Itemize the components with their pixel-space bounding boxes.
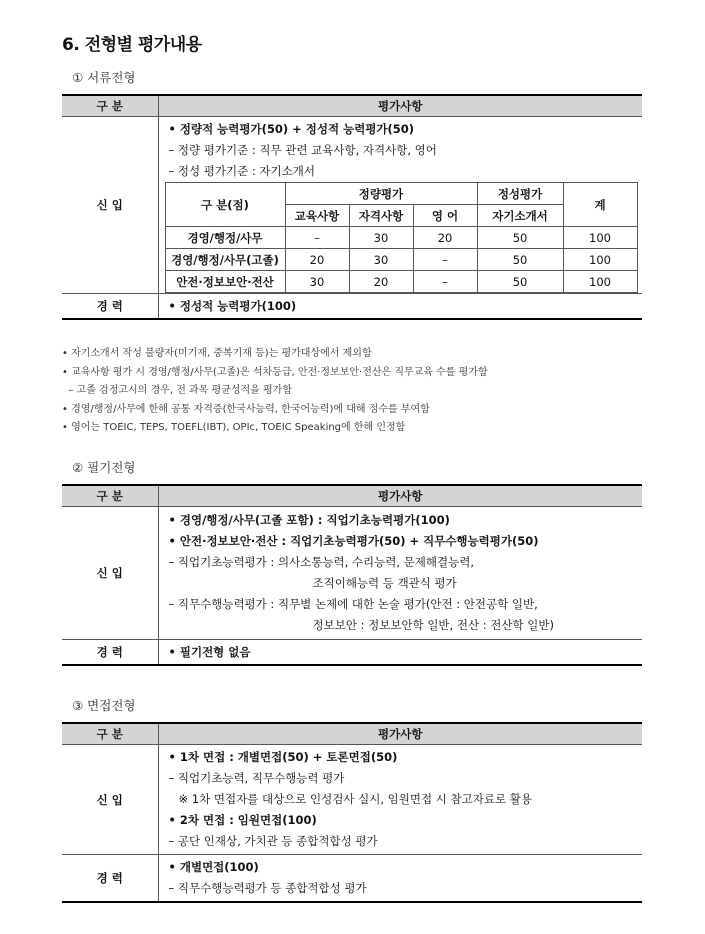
eval-line: – 정성 평가기준 : 자기소개서	[168, 164, 315, 178]
interview-table	[62, 722, 642, 903]
score-cell: 50	[477, 227, 563, 249]
score-cell: –	[413, 271, 477, 293]
note-item: • 자기소개서 작성 불량자(미기재, 중복기재 등)는 평가대상에서 제외함	[62, 348, 372, 359]
eval-line: – 정량 평가기준 : 직무 관련 교육사항, 자격사항, 영어	[168, 143, 437, 157]
score-table	[165, 182, 638, 293]
eval-line: ※ 1차 면접자를 대상으로 인성검사 실시, 임원면접 시 참고자료로 활용	[178, 792, 532, 806]
section-heading-written: ② 필기전형	[72, 460, 136, 475]
document-screening-table	[62, 94, 642, 320]
eval-line: – 직업기초능력평가 : 의사소통능력, 수리능력, 문제해결능력,	[168, 555, 474, 569]
col-header-gubun: 구 분	[62, 485, 158, 507]
score-cell: 경영/행정/사무	[165, 227, 285, 249]
table-row	[165, 271, 637, 293]
score-cell: –	[285, 227, 349, 249]
score-cell: 30	[285, 271, 349, 293]
page-title: 6. 전형별 평가내용	[62, 35, 202, 55]
score-cell: 100	[563, 249, 637, 271]
eval-line: • 1차 면접 : 개별면접(50) + 토론면접(50)	[168, 750, 398, 764]
score-cell: 20	[413, 227, 477, 249]
eval-line: 정보보안 : 정보보안학 일반, 전산 : 전산학 일반)	[312, 618, 554, 632]
note-item: • 교육사항 평가 시 경영/행정/사무(고졸)은 석차등급, 안전·정보보안·전산은 직무교육 수를 평가함	[62, 366, 488, 378]
score-header-intro: 자기소개서	[477, 205, 563, 227]
score-cell: 50	[477, 271, 563, 293]
score-cell: 20	[349, 271, 413, 293]
score-cell: –	[413, 249, 477, 271]
table-row	[165, 249, 637, 271]
score-cell: 30	[349, 227, 413, 249]
score-header-eng: 영 어	[413, 205, 477, 227]
section-heading-document: ① 서류전형	[72, 70, 136, 85]
eval-line: 조직이해능력 등 객관식 평가	[312, 576, 457, 590]
col-header-gubun: 구 분	[62, 723, 158, 745]
table-row	[165, 227, 637, 249]
eval-line: • 2차 면접 : 임원면접(100)	[168, 813, 317, 827]
col-header-eval: 평가사항	[158, 723, 642, 745]
score-header-quant: 정량평가	[285, 183, 477, 205]
score-cell: 50	[477, 249, 563, 271]
score-cell: 100	[563, 227, 637, 249]
note-item: • 영어는 TOEIC, TEPS, TOEFL(IBT), OPIc, TOEIC Speaking에 한해 인정함	[62, 422, 406, 433]
score-header-edu: 교육사항	[285, 205, 349, 227]
eval-line: • 정성적 능력평가(100)	[158, 294, 642, 320]
row-label-experienced: 경 력	[62, 294, 158, 320]
col-header-eval: 평가사항	[158, 485, 642, 507]
eval-line: • 개별면접(100)	[168, 860, 259, 874]
row-label-new: 신 입	[62, 745, 158, 855]
section-heading-interview: ③ 면접전형	[72, 698, 136, 713]
eval-line: – 직업기초능력, 직무수행능력 평가	[168, 771, 345, 785]
eval-line: • 필기전형 없음	[158, 640, 642, 666]
score-header-total: 계	[563, 183, 637, 227]
row-label-new: 신 입	[62, 117, 158, 294]
score-cell: 경영/행정/사무(고졸)	[165, 249, 285, 271]
eval-line: • 경영/행정/사무(고졸 포함) : 직업기초능력평가(100)	[168, 513, 450, 527]
score-header-gubun: 구 분(점)	[165, 183, 285, 227]
row-label-new: 신 입	[62, 507, 158, 640]
col-header-eval: 평가사항	[158, 95, 642, 117]
eval-line: • 안전·정보보안·전산 : 직업기초능력평가(50) + 직무수행능력평가(50)	[168, 534, 539, 548]
score-cell: 30	[349, 249, 413, 271]
score-cell: 100	[563, 271, 637, 293]
note-item: – 고졸 검정고시의 경우, 전 과목 평균성적을 평가함	[62, 385, 292, 396]
row-label-experienced: 경 력	[62, 855, 158, 903]
score-header-qual: 정성평가	[477, 183, 563, 205]
score-cell: 20	[285, 249, 349, 271]
notes	[62, 345, 488, 438]
score-cell: 안전·정보보안·전산	[165, 271, 285, 293]
eval-line: – 직무수행능력평가 등 종합적합성 평가	[168, 881, 367, 895]
score-header-cert: 자격사항	[349, 205, 413, 227]
row-label-experienced: 경 력	[62, 640, 158, 666]
eval-line: – 직무수행능력평가 : 직무별 논제에 대한 논술 평가(안전 : 안전공학 일반,	[168, 597, 538, 611]
col-header-gubun: 구 분	[62, 95, 158, 117]
eval-line: • 정량적 능력평가(50) + 정성적 능력평가(50)	[168, 122, 415, 136]
note-item: • 경영/행정/사무에 한해 공통 자격증(한국사능력, 한국어능력)에 대해 점수를 부여함	[62, 403, 430, 415]
written-test-table	[62, 484, 642, 666]
eval-line: – 공단 인재상, 가치관 등 종합적합성 평가	[168, 834, 378, 848]
